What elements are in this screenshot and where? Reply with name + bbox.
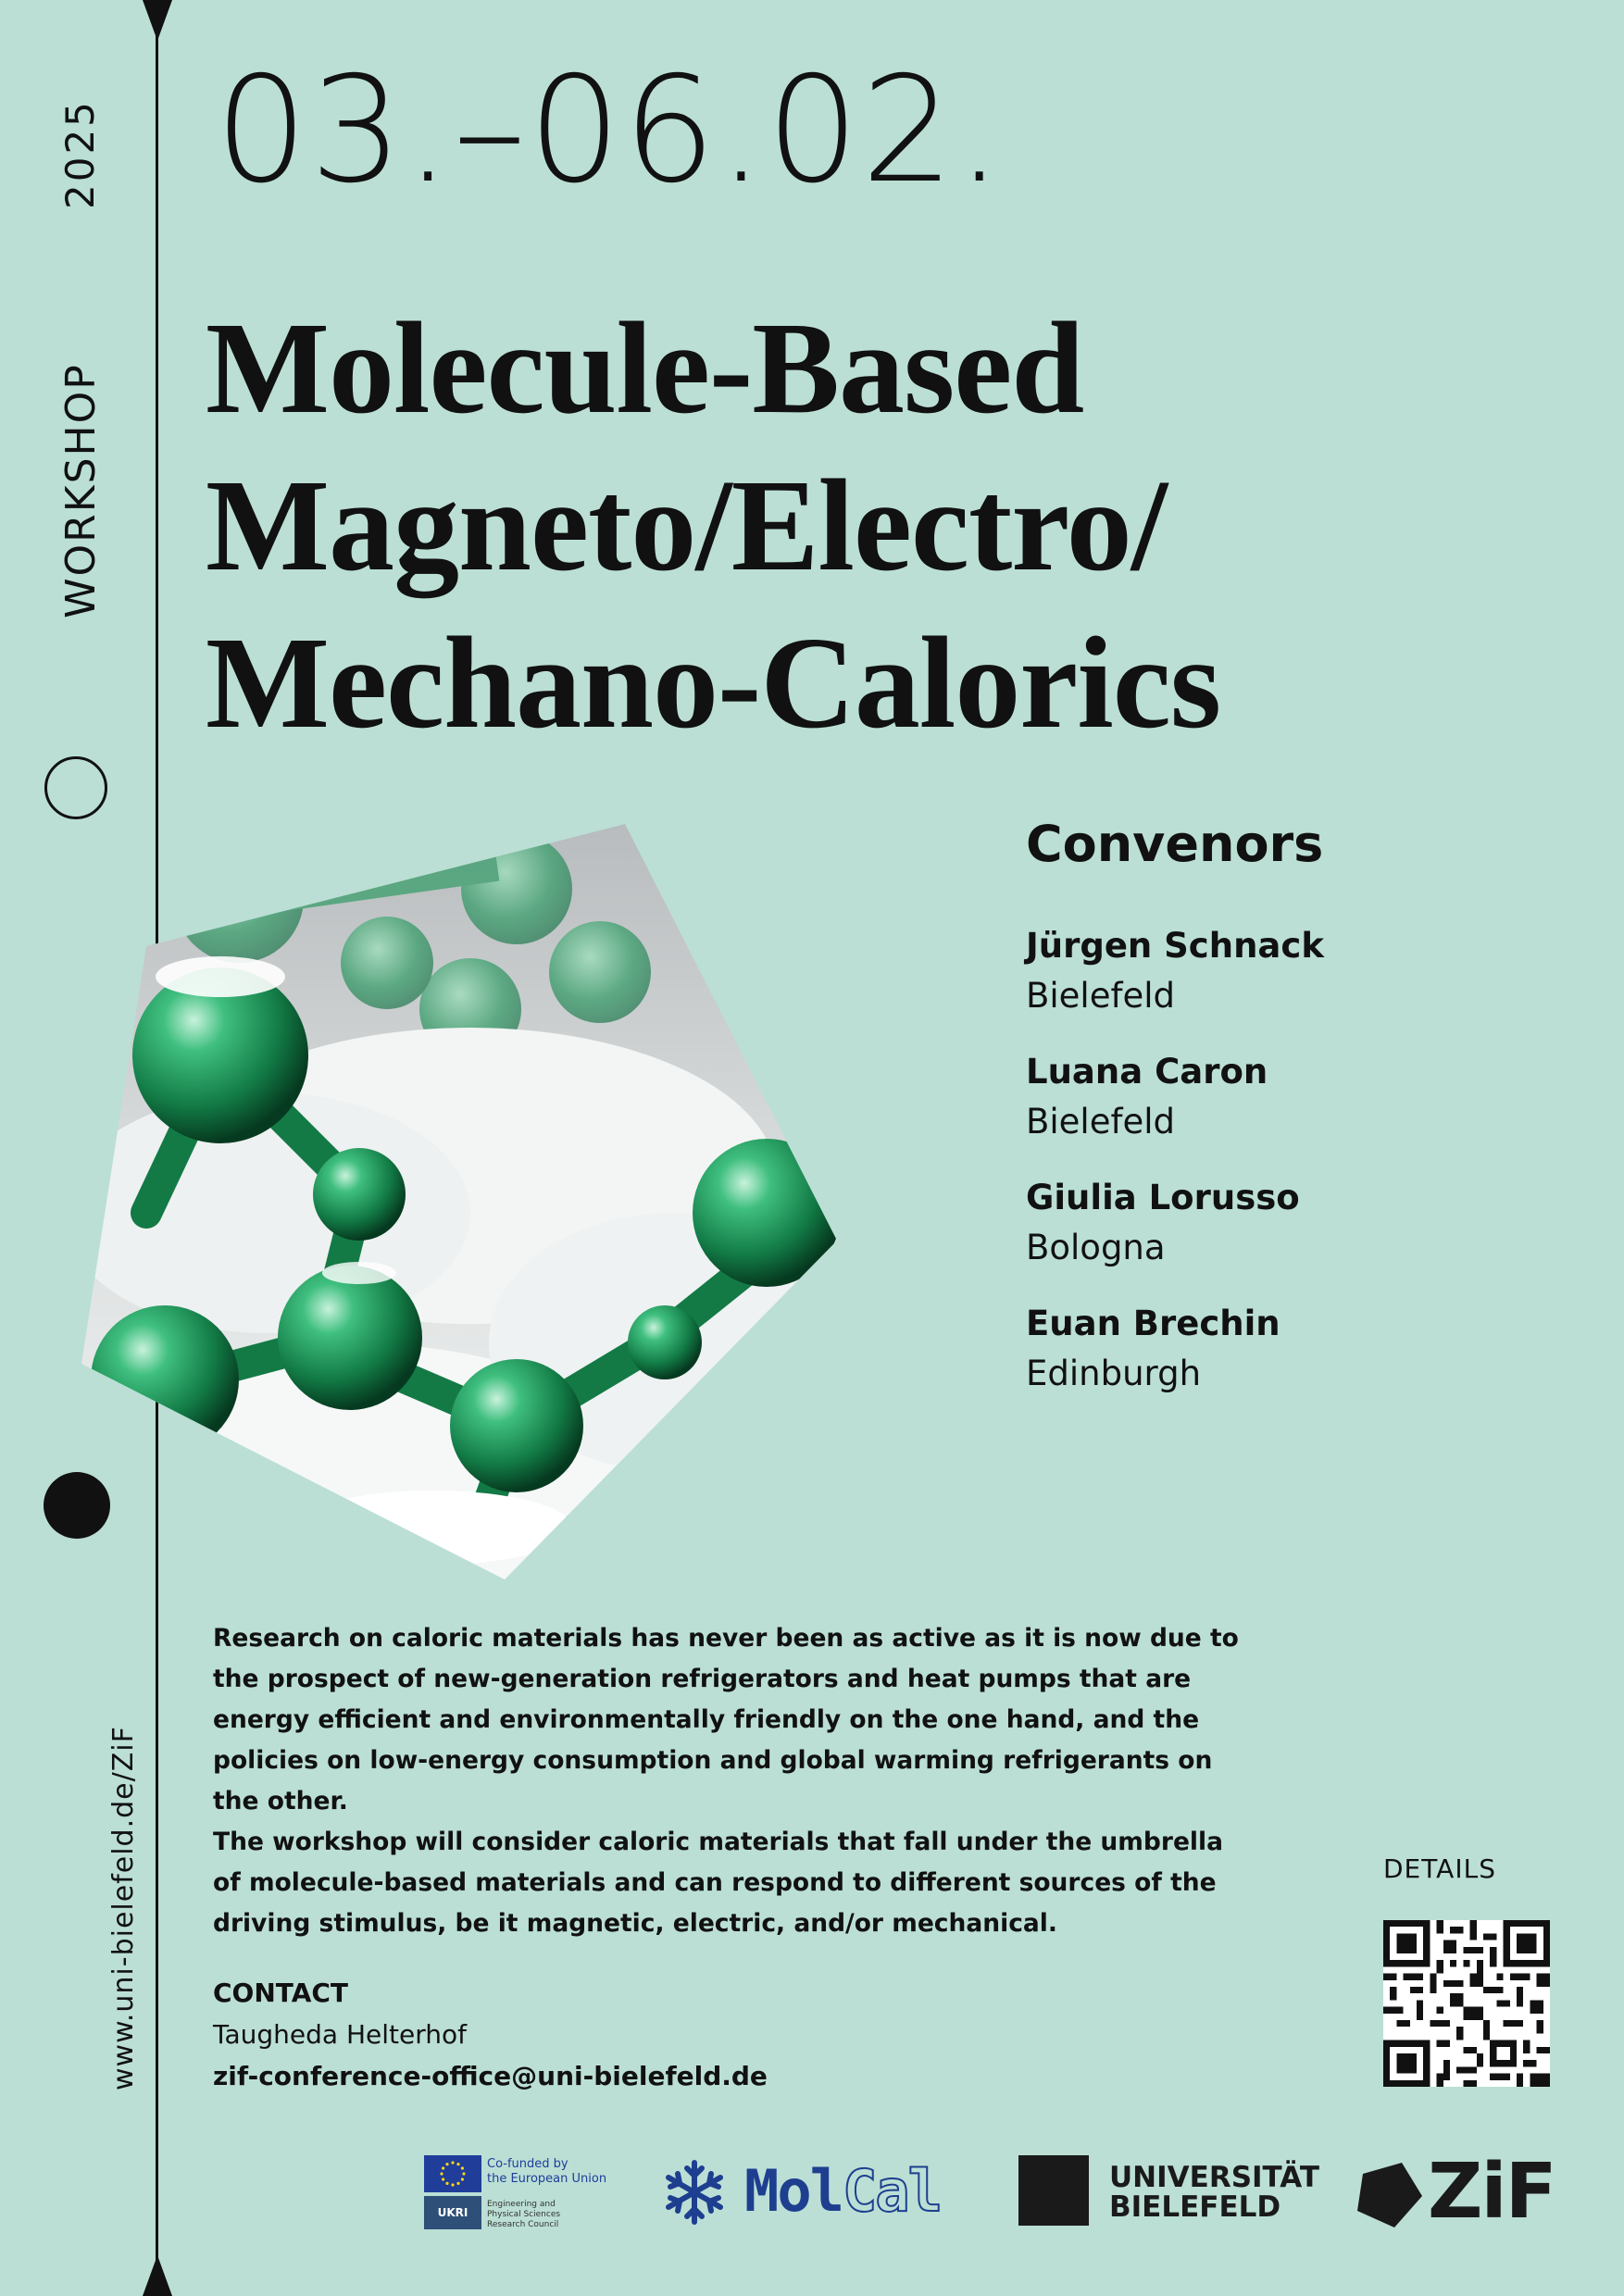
bottom-triangle-mark: [143, 2255, 172, 2296]
rail-url-link[interactable]: www.uni-bielefeld.de/ZiF: [107, 1726, 140, 2090]
top-triangle-mark: [143, 0, 172, 41]
convenor-name: Euan Brechin: [1026, 1304, 1280, 1343]
molcal-logo: [659, 2155, 974, 2229]
convenor-place: Edinburgh: [1026, 1354, 1202, 1393]
eu-ukri-logo: [424, 2155, 618, 2229]
university-wordmark: [1109, 2163, 1319, 2222]
workshop-description: [213, 1618, 1250, 1944]
eu-text-line-1: Co-funded by: [487, 2157, 568, 2171]
title-line-3: Mechano-Calorics: [206, 609, 1221, 755]
zif-logo: [1357, 2148, 1555, 2236]
uni-text-line-1: UNIVERSITÄT: [1109, 2161, 1320, 2194]
open-circle-mark: [44, 756, 107, 819]
convenor-place: Bielefeld: [1026, 976, 1176, 1016]
ukri-text-line-3: Research Council: [487, 2220, 559, 2229]
description-paragraph-1: Research on caloric materials has never been as active as it is now due to the prospect of new-generation refrigerators and heat pumps that are energy efficient and environmentally friendly on the one hand, and the policies on low-energy consumption and global warming refrigerants on the other.: [213, 1624, 1239, 1816]
contact-email-link[interactable]: zif-conference-office@uni-bielefeld.de: [213, 2061, 768, 2091]
contact-name: Taugheda Helterhof: [213, 2019, 467, 2050]
convenor-name: Luana Caron: [1026, 1052, 1268, 1092]
eu-flag-icon: [424, 2155, 481, 2192]
ukri-council-text: [487, 2200, 560, 2230]
ukri-text-line-1: Engineering and: [487, 2200, 556, 2209]
molcal-mol: Mol: [744, 2157, 843, 2225]
ukri-mark: UKRI: [424, 2196, 481, 2229]
convenor-item: [1026, 921, 1544, 1021]
title-line-1: Molecule-Based: [206, 294, 1084, 441]
uni-text-line-2: BIELEFELD: [1109, 2190, 1281, 2224]
convenor-item: [1026, 1299, 1544, 1399]
molecule-photo: [81, 824, 841, 1583]
convenor-place: Bielefeld: [1026, 1102, 1176, 1142]
university-bielefeld-logo: [1018, 2155, 1324, 2229]
convenor-name: Giulia Lorusso: [1026, 1178, 1300, 1217]
zif-wordmark: ZiF: [1428, 2148, 1555, 2236]
convenor-place: Bologna: [1026, 1228, 1166, 1267]
eu-cofunded-text: [487, 2157, 606, 2187]
rail-workshop-label: WORKSHOP: [57, 363, 105, 618]
event-date: 03.–06.02.: [215, 45, 1005, 216]
event-title: [206, 289, 1409, 761]
details-label: DETAILS: [1383, 1853, 1496, 1884]
contact-label: CONTACT: [213, 1978, 349, 2008]
molcal-wordmark: [744, 2157, 941, 2225]
convenors-heading: Convenors: [1026, 815, 1324, 873]
ukri-text-line-2: Physical Sciences: [487, 2210, 561, 2219]
convenors-section: [1026, 815, 1544, 1425]
zif-pentagon-icon: [1357, 2163, 1422, 2227]
contact-block: [213, 1972, 768, 2097]
convenor-item: [1026, 1047, 1544, 1147]
convenor-name: Jürgen Schnack: [1026, 926, 1324, 966]
molcal-cal: Cal: [842, 2157, 941, 2225]
qr-code-icon[interactable]: [1383, 1920, 1550, 2087]
university-block-icon: [1018, 2155, 1089, 2226]
title-line-2: Magneto/Electro/: [206, 452, 1168, 598]
rail-year: 2025: [57, 99, 103, 209]
eu-text-line-2: the European Union: [487, 2172, 607, 2186]
description-paragraph-2: The workshop will consider caloric materials that fall under the umbrella of molecule-based materials and can respond to different sources of the driving stimulus, be it magnetic, electric, and/or mechanical.: [213, 1828, 1223, 1938]
convenor-item: [1026, 1173, 1544, 1273]
snowflake-icon: [659, 2157, 730, 2227]
